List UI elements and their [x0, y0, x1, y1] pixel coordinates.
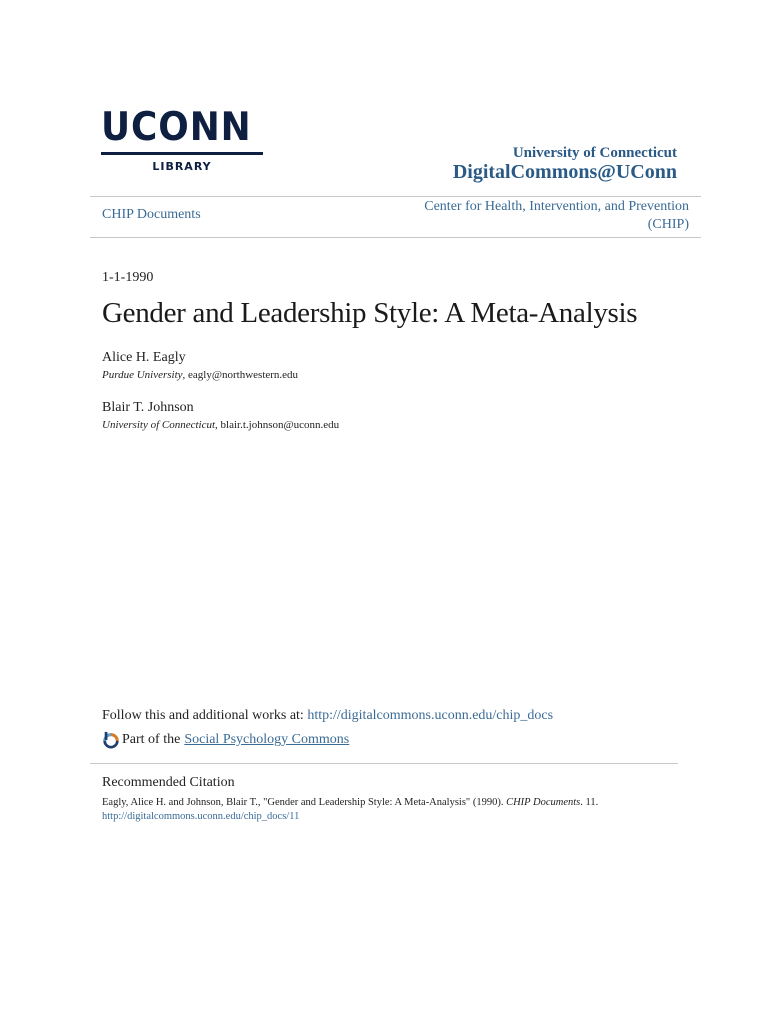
digital-commons-link[interactable]: DigitalCommons@UConn: [452, 161, 677, 183]
author-affiliation: University of Connecticut: [102, 419, 216, 431]
paper-title: Gender and Leadership Style: A Meta-Analysis: [102, 297, 638, 329]
part-of-label: Part of the: [122, 732, 181, 747]
center-link[interactable]: [424, 198, 689, 234]
author-name: Blair T. Johnson: [102, 400, 194, 415]
citation-number: . 11.: [580, 797, 599, 808]
bepress-commons-icon: [102, 731, 120, 749]
center-line-1: Center for Health, Intervention, and Prevention: [424, 199, 689, 214]
author-email: , blair.t.johnson@uconn.edu: [215, 419, 340, 431]
citation-series: CHIP Documents: [506, 797, 581, 808]
divider-middle: [90, 237, 701, 238]
logo-wordmark: UCONN: [101, 105, 252, 150]
citation-heading: Recommended Citation: [102, 775, 235, 790]
university-name: University of Connecticut: [512, 145, 677, 161]
follow-line: [102, 708, 553, 724]
author-affiliation: Purdue University: [102, 369, 183, 381]
logo-rule: [101, 152, 263, 155]
center-line-2: (CHIP): [647, 217, 689, 232]
citation-url-link[interactable]: http://digitalcommons.uconn.edu/chip_docs/11: [102, 811, 300, 822]
follow-url-link[interactable]: http://digitalcommons.uconn.edu/chip_docs: [307, 708, 554, 723]
social-psychology-commons-link[interactable]: Social Psychology Commons: [184, 732, 350, 747]
author-block: [102, 400, 339, 431]
author-affiliation-line: [102, 419, 339, 431]
citation-text: [102, 796, 682, 824]
publication-date: 1-1-1990: [102, 270, 154, 285]
author-email: , eagly@northwestern.edu: [182, 369, 299, 381]
part-of-line: [102, 731, 349, 749]
follow-label: Follow this and additional works at:: [102, 708, 308, 723]
author-name: Alice H. Eagly: [102, 350, 186, 365]
author-affiliation-line: [102, 369, 298, 381]
divider-top: [90, 196, 701, 197]
uconn-library-logo: [101, 105, 264, 173]
citation-body: Eagly, Alice H. and Johnson, Blair T., "Gender and Leadership Style: A Meta-Analysis" (1990).: [102, 797, 507, 808]
author-block: [102, 350, 298, 381]
logo-subtitle: LIBRARY: [152, 160, 212, 173]
divider-bottom: [90, 763, 678, 764]
series-link[interactable]: CHIP Documents: [102, 207, 201, 222]
